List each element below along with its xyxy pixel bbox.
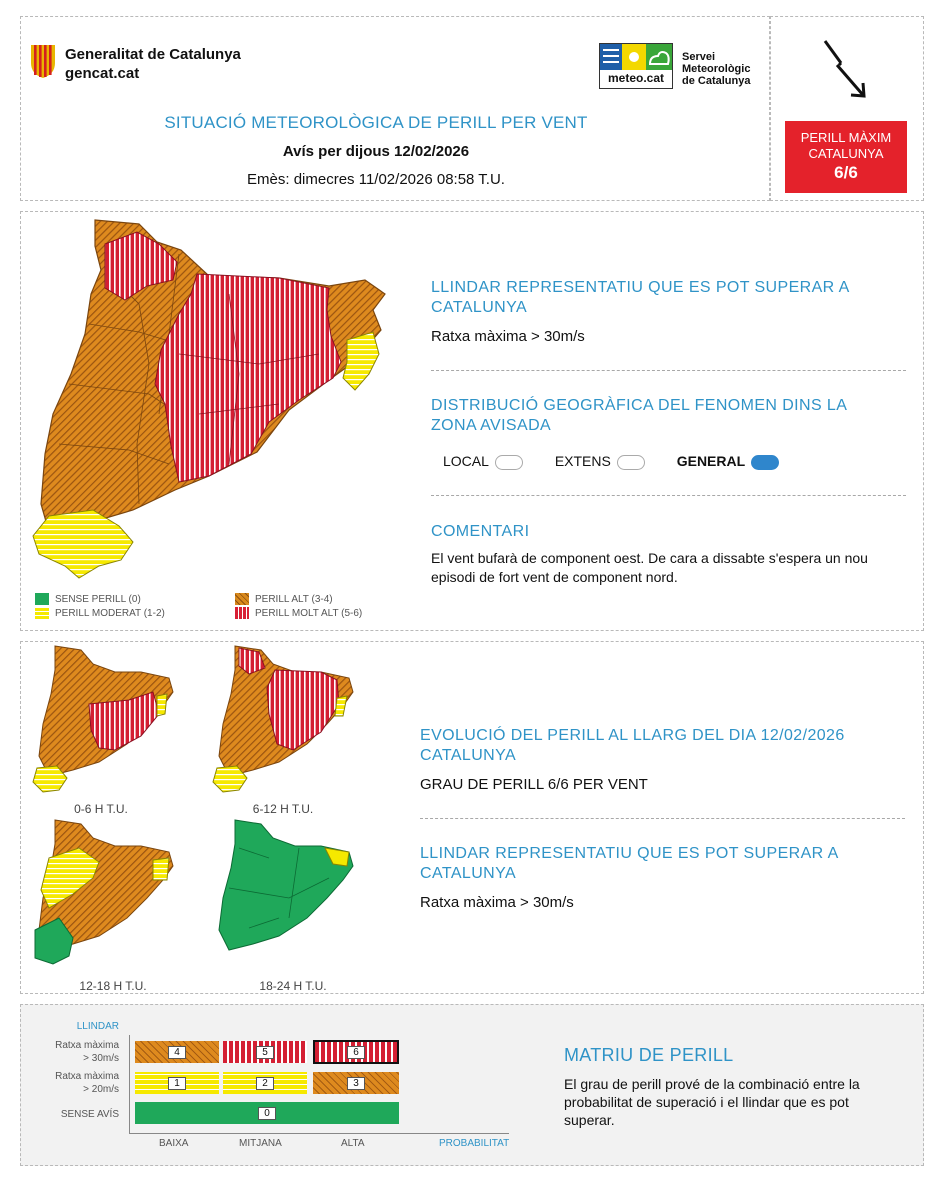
evolution-panel [20, 641, 924, 994]
matrix-cell-0-value: 0 [258, 1107, 276, 1120]
matrix-x-axis-label: PROBABILITAT [439, 1138, 510, 1149]
matrix-cell-5-value: 5 [256, 1046, 274, 1059]
service-name-2: Meteorològic [682, 63, 751, 75]
bulletin-issued: Emès: dimecres 11/02/2026 08:58 T.U. [247, 171, 505, 188]
matrix-cell-4 [135, 1041, 219, 1063]
max-danger-value: 6/6 [834, 163, 858, 182]
section-divider [420, 818, 905, 819]
matrix-x-label-baixa: BAIXA [159, 1138, 189, 1149]
legend-item-none [35, 593, 141, 605]
distribution-options [443, 453, 779, 470]
matrix-cell-1 [135, 1072, 219, 1094]
evolution-map-0-6 [29, 644, 179, 794]
matrix-row2-label-b: > 20m/s [83, 1084, 119, 1095]
matrix-x-axis [129, 1133, 509, 1134]
max-danger-box [785, 121, 907, 193]
matrix-panel [20, 1004, 924, 1166]
matrix-cell-1-value: 1 [168, 1077, 186, 1090]
evolution-map-label-6-12: 6-12 H T.U. [252, 802, 314, 816]
option-general-label: GENERAL [676, 453, 746, 469]
toggle-local [495, 455, 523, 470]
catalonia-danger-map [29, 214, 399, 594]
comment-text: El vent bufarà de component oest. De cara a dissabte s'espera un nou episodi de fort vent de component nord. [431, 550, 868, 585]
matrix-cell-4-value: 4 [168, 1046, 186, 1059]
legend-item-moderate [35, 607, 165, 619]
legend-swatch-red [235, 607, 249, 619]
option-extens-label: EXTENS [554, 453, 611, 469]
evolution-map-label-0-6: 0-6 H T.U. [74, 802, 128, 816]
main-panel [20, 211, 924, 631]
gov-name: Generalitat de Catalunya [65, 46, 241, 63]
max-danger-line1: PERILL MÀXIM [800, 130, 892, 145]
meteocat-logo-text: meteo.cat [607, 71, 665, 85]
toggle-extens [617, 455, 645, 470]
matrix-cell-3 [313, 1072, 399, 1094]
evolution-grade: GRAU DE PERILL 6/6 PER VENT [420, 776, 648, 793]
matrix-row1-label-a: Ratxa màxima [55, 1040, 119, 1051]
evolution-threshold-value: Ratxa màxima > 30m/s [420, 894, 574, 911]
legend-item-very-high [235, 607, 362, 619]
legend-label-very-high: PERILL MOLT ALT (5-6) [255, 607, 363, 619]
evolution-map-6-12 [209, 644, 359, 794]
matrix-cell-2 [223, 1072, 307, 1094]
evolution-map-18-24 [209, 818, 359, 968]
senyera-icon [28, 43, 58, 79]
matrix-cell-5 [223, 1041, 307, 1063]
matrix-row1-label-b: > 30m/s [83, 1053, 119, 1064]
legend-swatch-yellow [35, 607, 49, 619]
toggle-general [751, 455, 779, 470]
header-panel [20, 16, 770, 201]
max-danger-line2: CATALUNYA [808, 146, 884, 161]
distribution-title: DISTRIBUCIÓ GEOGRÀFICA DEL FENOMEN DINS LA ZONA AVISADA [431, 397, 847, 434]
option-general [677, 453, 779, 469]
matrix-cell-6-value: 6 [347, 1046, 365, 1059]
bulletin-title: SITUACIÓ METEOROLÒGICA DE PERILL PER VENT [164, 113, 588, 132]
max-danger-panel [770, 16, 924, 201]
matrix-cell-3-value: 3 [347, 1077, 365, 1090]
gov-site: gencat.cat [65, 65, 140, 82]
evolution-map-label-12-18: 12-18 H T.U. [79, 979, 147, 993]
matrix-x-label-mitjana: MITJANA [239, 1138, 282, 1149]
option-local [443, 453, 523, 469]
wind-arrow-southeast-icon [817, 35, 877, 105]
matrix-cell-0 [135, 1102, 399, 1124]
threshold-value: Ratxa màxima > 30m/s [431, 328, 585, 345]
matrix-cell-6 [313, 1040, 399, 1064]
service-name-3: de Catalunya [682, 75, 751, 87]
matrix-row2-label-a: Ratxa màxima [55, 1071, 119, 1082]
legend-label-none: SENSE PERILL (0) [55, 593, 141, 605]
meteocat-logo-icon [600, 44, 672, 70]
option-extens [555, 453, 645, 469]
matrix-x-label-alta: ALTA [341, 1138, 365, 1149]
generalitat-logo [28, 43, 58, 79]
threshold-title: LLINDAR REPRESENTATIU QUE ES POT SUPERAR A CATALUNYA [431, 279, 849, 316]
section-divider [431, 495, 906, 496]
matrix-header-label: LLINDAR [76, 1021, 119, 1032]
option-local-label: LOCAL [443, 453, 489, 469]
bulletin-subtitle: Avís per dijous 12/02/2026 [282, 143, 470, 160]
legend-swatch-orange [235, 593, 249, 605]
matrix-cell-2-value: 2 [256, 1077, 274, 1090]
matrix-row3-label: SENSE AVÍS [60, 1109, 119, 1120]
legend-swatch-green [35, 593, 49, 605]
legend-label-high: PERILL ALT (3-4) [255, 593, 333, 605]
matrix-y-axis [129, 1035, 130, 1133]
comment-title: COMENTARI [431, 523, 530, 540]
meteocat-logo [599, 43, 673, 89]
matrix-text: El grau de perill prové de la combinació entre la probabilitat de superació i el llindar que es pot superar. [564, 1076, 860, 1128]
evolution-title: EVOLUCIÓ DEL PERILL AL LLARG DEL DIA 12/02/2026 CATALUNYA [420, 727, 845, 764]
legend-item-high [235, 593, 333, 605]
evolution-map-12-18 [29, 818, 179, 968]
service-name-1: Servei [682, 51, 716, 63]
evolution-threshold-title: LLINDAR REPRESENTATIU QUE ES POT SUPERAR A CATALUNYA [420, 845, 838, 882]
section-divider [431, 370, 906, 371]
matrix-title: MATRIU DE PERILL [564, 1045, 734, 1065]
evolution-map-label-18-24: 18-24 H T.U. [259, 979, 327, 993]
legend-label-moderate: PERILL MODERAT (1-2) [55, 607, 165, 619]
